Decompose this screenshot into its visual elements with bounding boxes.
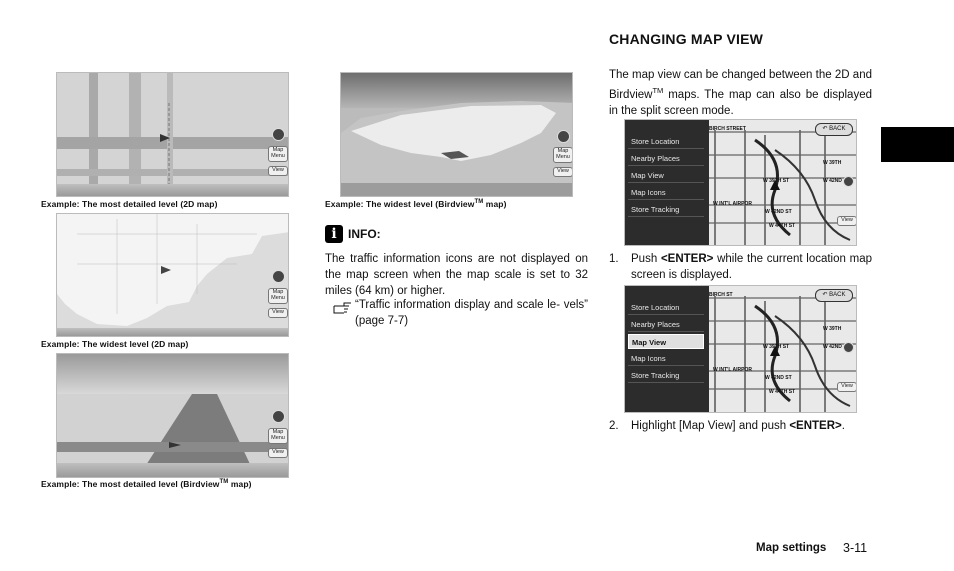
view-button-label: View <box>272 309 284 315</box>
view-button[interactable] <box>268 308 288 318</box>
street-label: W 39TH <box>823 160 842 166</box>
step-text: while the current location map screen is displayed. <box>631 253 872 281</box>
step-text: Highlight [Map View] and push <box>631 420 790 432</box>
step-2 <box>609 418 872 434</box>
view-button-label: View <box>841 383 853 389</box>
map-menu-label-2: Menu <box>556 154 570 160</box>
menu-item-map-view[interactable]: Map View <box>628 168 704 183</box>
screenshot-birdview-detailed <box>56 353 289 478</box>
caption-sup: TM <box>219 479 229 486</box>
caption-birdview-widest <box>325 199 507 209</box>
street-label: W 42ND ST <box>765 375 792 381</box>
step-number: 2. <box>609 420 619 432</box>
street-label: W 39TH ST <box>763 178 790 184</box>
map-menu-button[interactable] <box>553 147 573 163</box>
map-menu-label-2: Menu <box>271 295 285 301</box>
caption-text: Example: The widest level (2D map) <box>41 339 189 349</box>
zoom-scale-icon[interactable] <box>557 130 570 143</box>
zoom-scale-icon[interactable] <box>843 342 854 353</box>
back-label: BACK <box>829 126 846 132</box>
status-strip <box>57 184 288 196</box>
caption-2d-detailed <box>41 199 218 209</box>
menu-item-store-location[interactable]: Store Location <box>628 300 704 315</box>
zoom-scale-icon[interactable] <box>843 176 854 187</box>
caption-after: map) <box>228 479 252 489</box>
view-button[interactable] <box>553 167 573 177</box>
caption-text: Example: The widest level (Birdview <box>325 199 475 209</box>
street-label: BIRCH STREET <box>709 126 746 132</box>
view-button-label: View <box>272 167 284 173</box>
status-strip <box>57 328 288 336</box>
menu-item-map-view-selected[interactable]: Map View <box>628 334 704 349</box>
step-number: 1. <box>609 253 619 265</box>
street-label: W 42ND <box>823 344 842 350</box>
nav-menu-panel <box>625 286 709 412</box>
screenshot-nav-menu-2 <box>624 285 857 413</box>
screenshot-nav-menu-1 <box>624 119 857 246</box>
street-label: BIRCH ST <box>709 292 733 298</box>
street-label: W INT'L AIRPOR <box>713 201 752 207</box>
map-menu-button[interactable] <box>268 146 288 162</box>
street-label: W 42ND <box>823 178 842 184</box>
map-2d-widest-graphic <box>57 214 289 337</box>
section-title: CHANGING MAP VIEW <box>609 31 764 47</box>
view-button[interactable] <box>837 216 857 226</box>
info-text: The traffic information icons are not displayed on the map screen when the map scale is set to 32 miles (64 km) or higher. <box>325 253 588 297</box>
enter-key-label: <ENTER> <box>789 420 842 432</box>
map-menu-label-1: Map <box>272 147 284 153</box>
map-2d-detailed-graphic <box>57 73 289 197</box>
map-menu-label-2: Menu <box>271 153 285 159</box>
view-button[interactable] <box>268 166 288 176</box>
footer-page-number: 3-11 <box>843 541 868 555</box>
footer-section-label: Map settings <box>756 542 827 554</box>
step-text: Push <box>631 253 661 265</box>
view-button[interactable] <box>268 448 288 458</box>
screenshot-2d-widest <box>56 213 289 337</box>
map-menu-label-2: Menu <box>271 435 285 441</box>
view-button-label: View <box>841 217 853 223</box>
map-birdview-widest-graphic <box>341 73 573 197</box>
info-heading: INFO: <box>348 227 381 241</box>
street-label: W 44TH ST <box>769 389 796 395</box>
caption-text: Example: The most detailed level (2D map) <box>41 199 218 209</box>
street-label: W 44TH ST <box>769 223 796 229</box>
street-label: W INT'L AIRPOR <box>713 367 752 373</box>
map-menu-button[interactable] <box>268 428 288 444</box>
view-button-label: View <box>557 168 569 174</box>
menu-item-map-icons[interactable]: Map Icons <box>628 351 704 366</box>
view-button[interactable] <box>837 382 857 392</box>
chapter-tab <box>881 127 954 162</box>
screenshot-birdview-widest <box>340 72 573 197</box>
caption-2d-widest <box>41 339 188 349</box>
street-label: W 39TH ST <box>763 344 790 350</box>
step-1 <box>609 251 872 283</box>
nav-menu-panel <box>625 120 709 245</box>
caption-sup: TM <box>474 199 484 206</box>
menu-item-store-tracking[interactable]: Store Tracking <box>628 368 704 383</box>
caption-after: map) <box>483 199 507 209</box>
intro-text-2: maps. The map can also be displayed in the split screen mode. <box>609 88 872 117</box>
menu-item-nearby-places[interactable]: Nearby Places <box>628 151 704 166</box>
map-menu-label-1: Map <box>272 289 284 295</box>
enter-key-label: <ENTER> <box>660 253 714 265</box>
menu-item-nearby-places[interactable]: Nearby Places <box>628 317 704 332</box>
back-icon: ↶ <box>822 126 828 132</box>
back-button[interactable] <box>815 289 853 302</box>
caption-birdview-detailed <box>41 479 252 489</box>
menu-item-map-icons[interactable]: Map Icons <box>628 185 704 200</box>
map-menu-button[interactable] <box>268 288 288 304</box>
view-button-label: View <box>272 449 284 455</box>
status-strip <box>57 463 288 477</box>
zoom-scale-icon[interactable] <box>272 128 285 141</box>
intro-text-1: The map view can be changed between the 2D and Birdview <box>609 69 872 101</box>
section-intro <box>609 67 872 119</box>
back-icon: ↶ <box>822 292 828 298</box>
reference-hand-icon <box>333 300 353 314</box>
zoom-scale-icon[interactable] <box>272 410 285 423</box>
step-text: . <box>841 420 845 432</box>
menu-item-store-tracking[interactable]: Store Tracking <box>628 202 704 217</box>
intro-sup: TM <box>652 86 664 95</box>
menu-item-store-location[interactable]: Store Location <box>628 134 704 149</box>
map-menu-label-1: Map <box>272 429 284 435</box>
map-birdview-detailed-graphic <box>57 354 289 478</box>
back-label: BACK <box>829 292 846 298</box>
back-button[interactable] <box>815 123 853 136</box>
street-label: W 39TH <box>823 326 842 332</box>
screenshot-2d-detailed <box>56 72 289 197</box>
info-icon: i <box>325 225 343 243</box>
zoom-scale-icon[interactable] <box>272 270 285 283</box>
street-label: W 42ND ST <box>765 209 792 215</box>
map-menu-label-1: Map <box>557 148 569 154</box>
caption-text: Example: The most detailed level (Birdview <box>41 479 220 489</box>
info-reference[interactable]: “Traffic information display and scale le- vels” (page 7-7) <box>355 299 588 327</box>
